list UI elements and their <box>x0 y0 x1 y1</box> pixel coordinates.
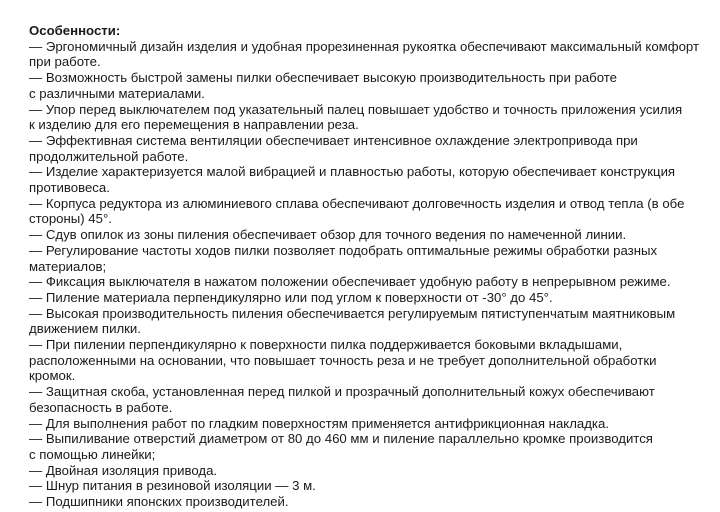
feature-line: — Шнур питания в резиновой изоляции — 3 м. <box>29 478 316 494</box>
feature-line: расположенными на основании, что повышает точность реза и не требует дополнительной обработки <box>29 352 657 368</box>
feature-line: движением пилки. <box>29 321 141 337</box>
feature-line: — Упор перед выключателем под указательный палец повышает удобство и точность приложения усилия <box>29 101 683 117</box>
feature-line: противовеса. <box>29 180 110 196</box>
feature-line: — Фиксация выключателя в нажатом положении обеспечивает удобную работу в непрерывном режиме. <box>29 274 671 290</box>
feature-line: — Подшипники японских производителей. <box>29 494 289 510</box>
feature-line: — Выпиливание отверстий диаметром от 80 до 460 мм и пиление параллельно кромке производится <box>29 431 653 447</box>
feature-line: с помощью линейки; <box>29 446 156 462</box>
feature-line: — Для выполнения работ по гладким поверхностям применяется антифрикционная накладка. <box>29 415 609 431</box>
feature-line: стороны) 45°. <box>29 211 112 227</box>
feature-line: — Высокая производительность пиления обеспечивается регулируемым пятиступенчатым маятниковым <box>29 305 676 321</box>
feature-line: безопасность в работе. <box>29 399 173 415</box>
feature-line: — Регулирование частоты ходов пилки позволяет подобрать оптимальные режимы обработки разных <box>29 242 658 258</box>
features-heading: Особенности: <box>29 23 121 38</box>
feature-line: — Сдув опилок из зоны пиления обеспечивает обзор для точного ведения по намеченной линии. <box>29 227 627 243</box>
feature-line: — Пиление материала перпендикулярно или под углом к поверхности от -30° до 45°. <box>29 289 553 305</box>
feature-line: к изделию для его перемещения в направлении реза. <box>29 117 359 133</box>
features-block <box>29 23 714 510</box>
feature-line: — Корпуса редуктора из алюминиевого сплава обеспечивают долговечность изделия и отвод тепла (в обе <box>29 195 685 211</box>
feature-line: кромок. <box>29 368 76 384</box>
feature-line: — При пилении перпендикулярно к поверхности пилка поддерживается боковыми вкладышами, <box>29 337 623 353</box>
feature-line: — Возможность быстрой замены пилки обеспечивает высокую производительность при работе <box>29 70 617 86</box>
feature-line: продолжительной работе. <box>29 148 189 164</box>
feature-line: — Эффективная система вентиляции обеспечивает интенсивное охлаждение электропривода при <box>29 132 638 148</box>
feature-line: с различными материалами. <box>29 85 205 101</box>
feature-line: — Двойная изоляция привода. <box>29 462 218 478</box>
feature-line: — Эргономичный дизайн изделия и удобная прорезиненная рукоятка обеспечивают максимальный комфорт <box>29 38 700 54</box>
feature-line: при работе. <box>29 54 101 70</box>
feature-line: материалов; <box>29 258 107 274</box>
feature-line: — Защитная скоба, установленная перед пилкой и прозрачный дополнительный кожух обеспечивают <box>29 384 655 400</box>
feature-line: — Изделие характеризуется малой вибрацией и плавностью работы, которую обеспечивает конструкция <box>29 164 676 180</box>
